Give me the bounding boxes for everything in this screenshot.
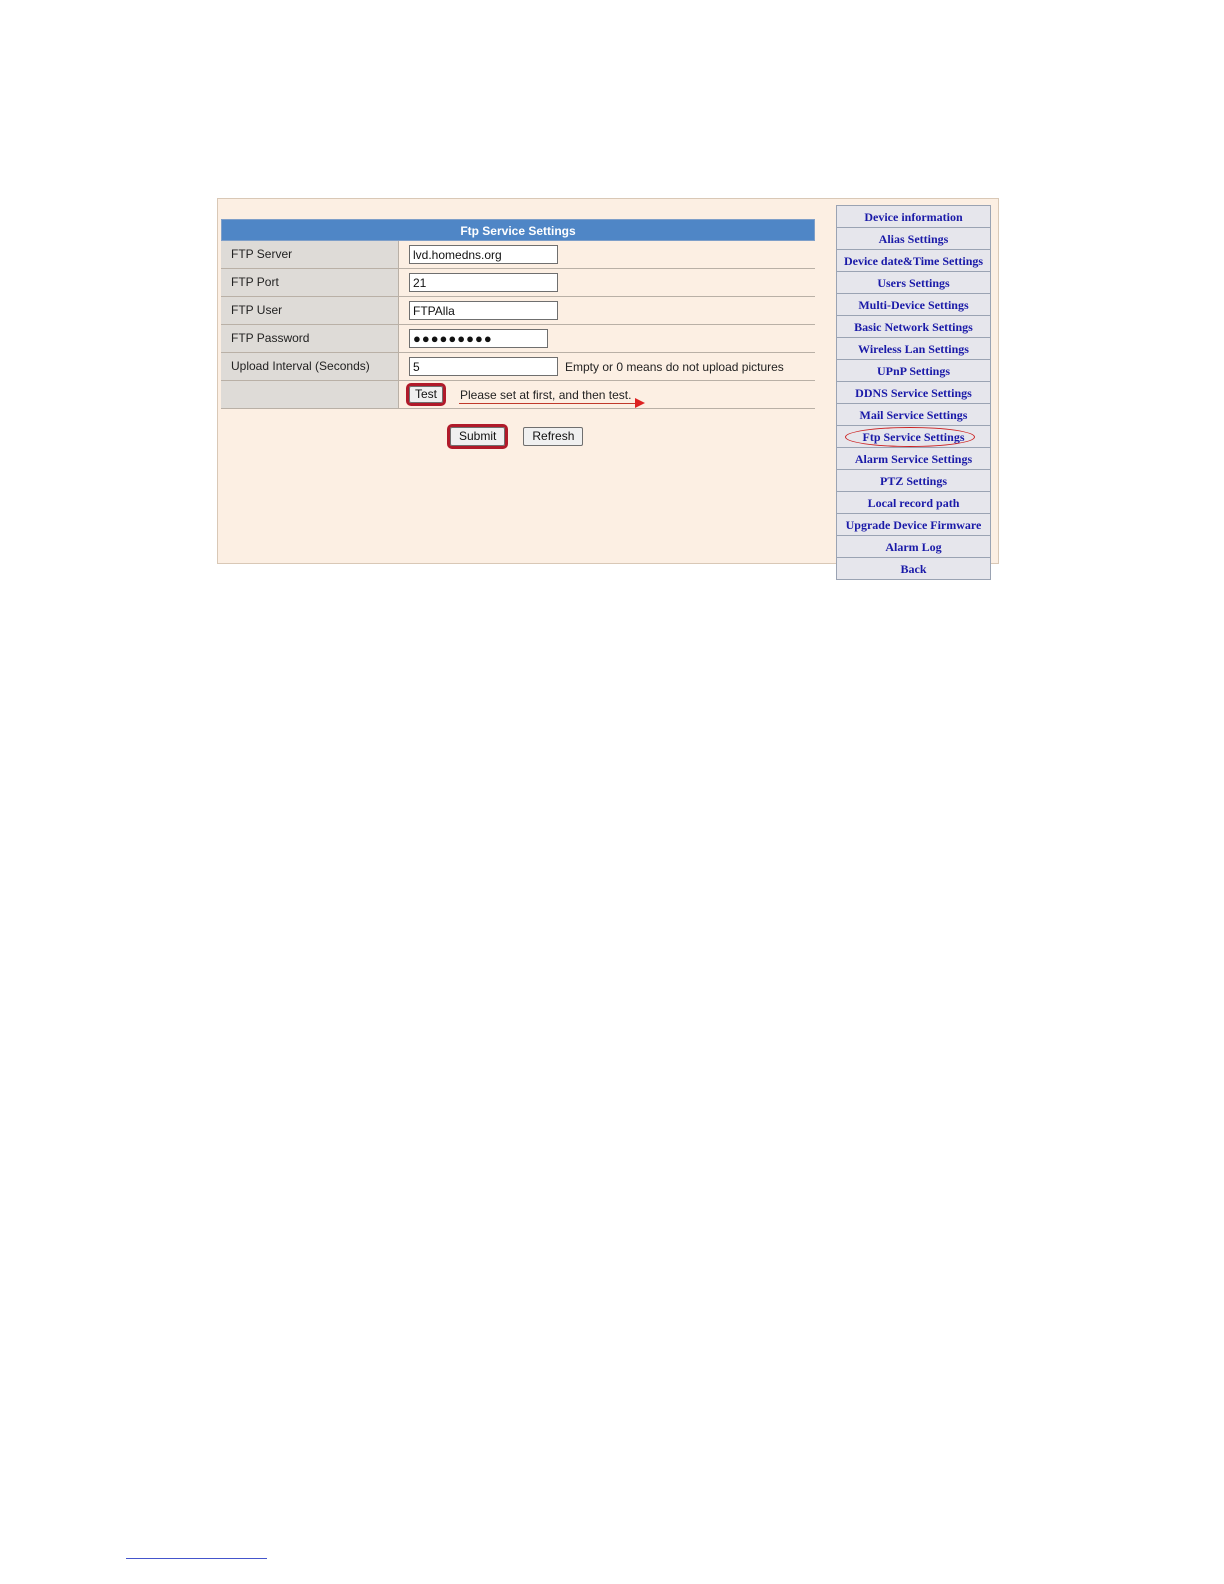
sidebar-item-alias-settings[interactable]: Alias Settings [837, 228, 990, 250]
footnote-separator [126, 1558, 267, 1559]
ftp-port-row [221, 269, 815, 297]
sidebar-item-wireless-lan-settings[interactable]: Wireless Lan Settings [837, 338, 990, 360]
sidebar-item-ftp-service-settings[interactable] [837, 426, 990, 448]
sidebar-item-ddns-service-settings[interactable]: DDNS Service Settings [837, 382, 990, 404]
test-hint: Please set at first, and then test. [460, 387, 632, 402]
annotation-arrow-line [459, 403, 635, 404]
ftp-user-input[interactable] [409, 301, 558, 320]
ftp-server-input[interactable] [409, 245, 558, 264]
sidebar-item-alarm-log[interactable]: Alarm Log [837, 536, 990, 558]
ftp-password-label: FTP Password [221, 325, 399, 352]
ftp-password-input[interactable] [409, 329, 548, 348]
sidebar-item-multi-device-settings[interactable]: Multi-Device Settings [837, 294, 990, 316]
sidebar-item-alarm-service-settings[interactable]: Alarm Service Settings [837, 448, 990, 470]
upload-interval-label: Upload Interval (Seconds) [221, 353, 399, 380]
annotation-arrow-head-icon [635, 398, 645, 408]
refresh-button[interactable]: Refresh [523, 427, 583, 446]
sidebar-item-upgrade-firmware[interactable]: Upgrade Device Firmware [837, 514, 990, 536]
test-cell [399, 381, 815, 408]
ftp-server-cell [399, 241, 815, 268]
sidebar-item-users-settings[interactable]: Users Settings [837, 272, 990, 294]
sidebar-item-device-information[interactable]: Device information [837, 205, 990, 228]
ftp-user-cell [399, 297, 815, 324]
sidebar-item-date-time-settings[interactable]: Device date&Time Settings [837, 250, 990, 272]
form-actions [450, 427, 583, 446]
upload-interval-input[interactable] [409, 357, 558, 376]
sidebar-item-local-record-path[interactable]: Local record path [837, 492, 990, 514]
sidebar-item-mail-service-settings[interactable]: Mail Service Settings [837, 404, 990, 426]
upload-interval-note: Empty or 0 means do not upload pictures [565, 359, 784, 374]
sidebar-item-back[interactable]: Back [837, 558, 990, 580]
ftp-user-label: FTP User [221, 297, 399, 324]
upload-interval-cell [399, 353, 815, 380]
screenshot-frame [217, 198, 999, 576]
sidebar-item-upnp-settings[interactable]: UPnP Settings [837, 360, 990, 382]
test-row-label [221, 381, 399, 408]
ftp-server-label: FTP Server [221, 241, 399, 268]
sidebar-item-ptz-settings[interactable]: PTZ Settings [837, 470, 990, 492]
settings-sidebar [836, 205, 991, 580]
sidebar-item-ftp-label: Ftp Service Settings [862, 430, 965, 444]
panel-title: Ftp Service Settings [221, 219, 815, 241]
test-button[interactable]: Test [409, 386, 443, 403]
upload-interval-row [221, 353, 815, 381]
ftp-port-label: FTP Port [221, 269, 399, 296]
submit-button[interactable]: Submit [450, 427, 505, 446]
ftp-settings-panel [221, 219, 815, 409]
ftp-password-cell [399, 325, 815, 352]
ftp-user-row [221, 297, 815, 325]
sidebar-item-basic-network-settings[interactable]: Basic Network Settings [837, 316, 990, 338]
ftp-port-cell [399, 269, 815, 296]
ftp-server-row [221, 241, 815, 269]
ftp-port-input[interactable] [409, 273, 558, 292]
active-highlight-ellipse [845, 427, 975, 447]
test-row [221, 381, 815, 409]
ftp-password-row [221, 325, 815, 353]
